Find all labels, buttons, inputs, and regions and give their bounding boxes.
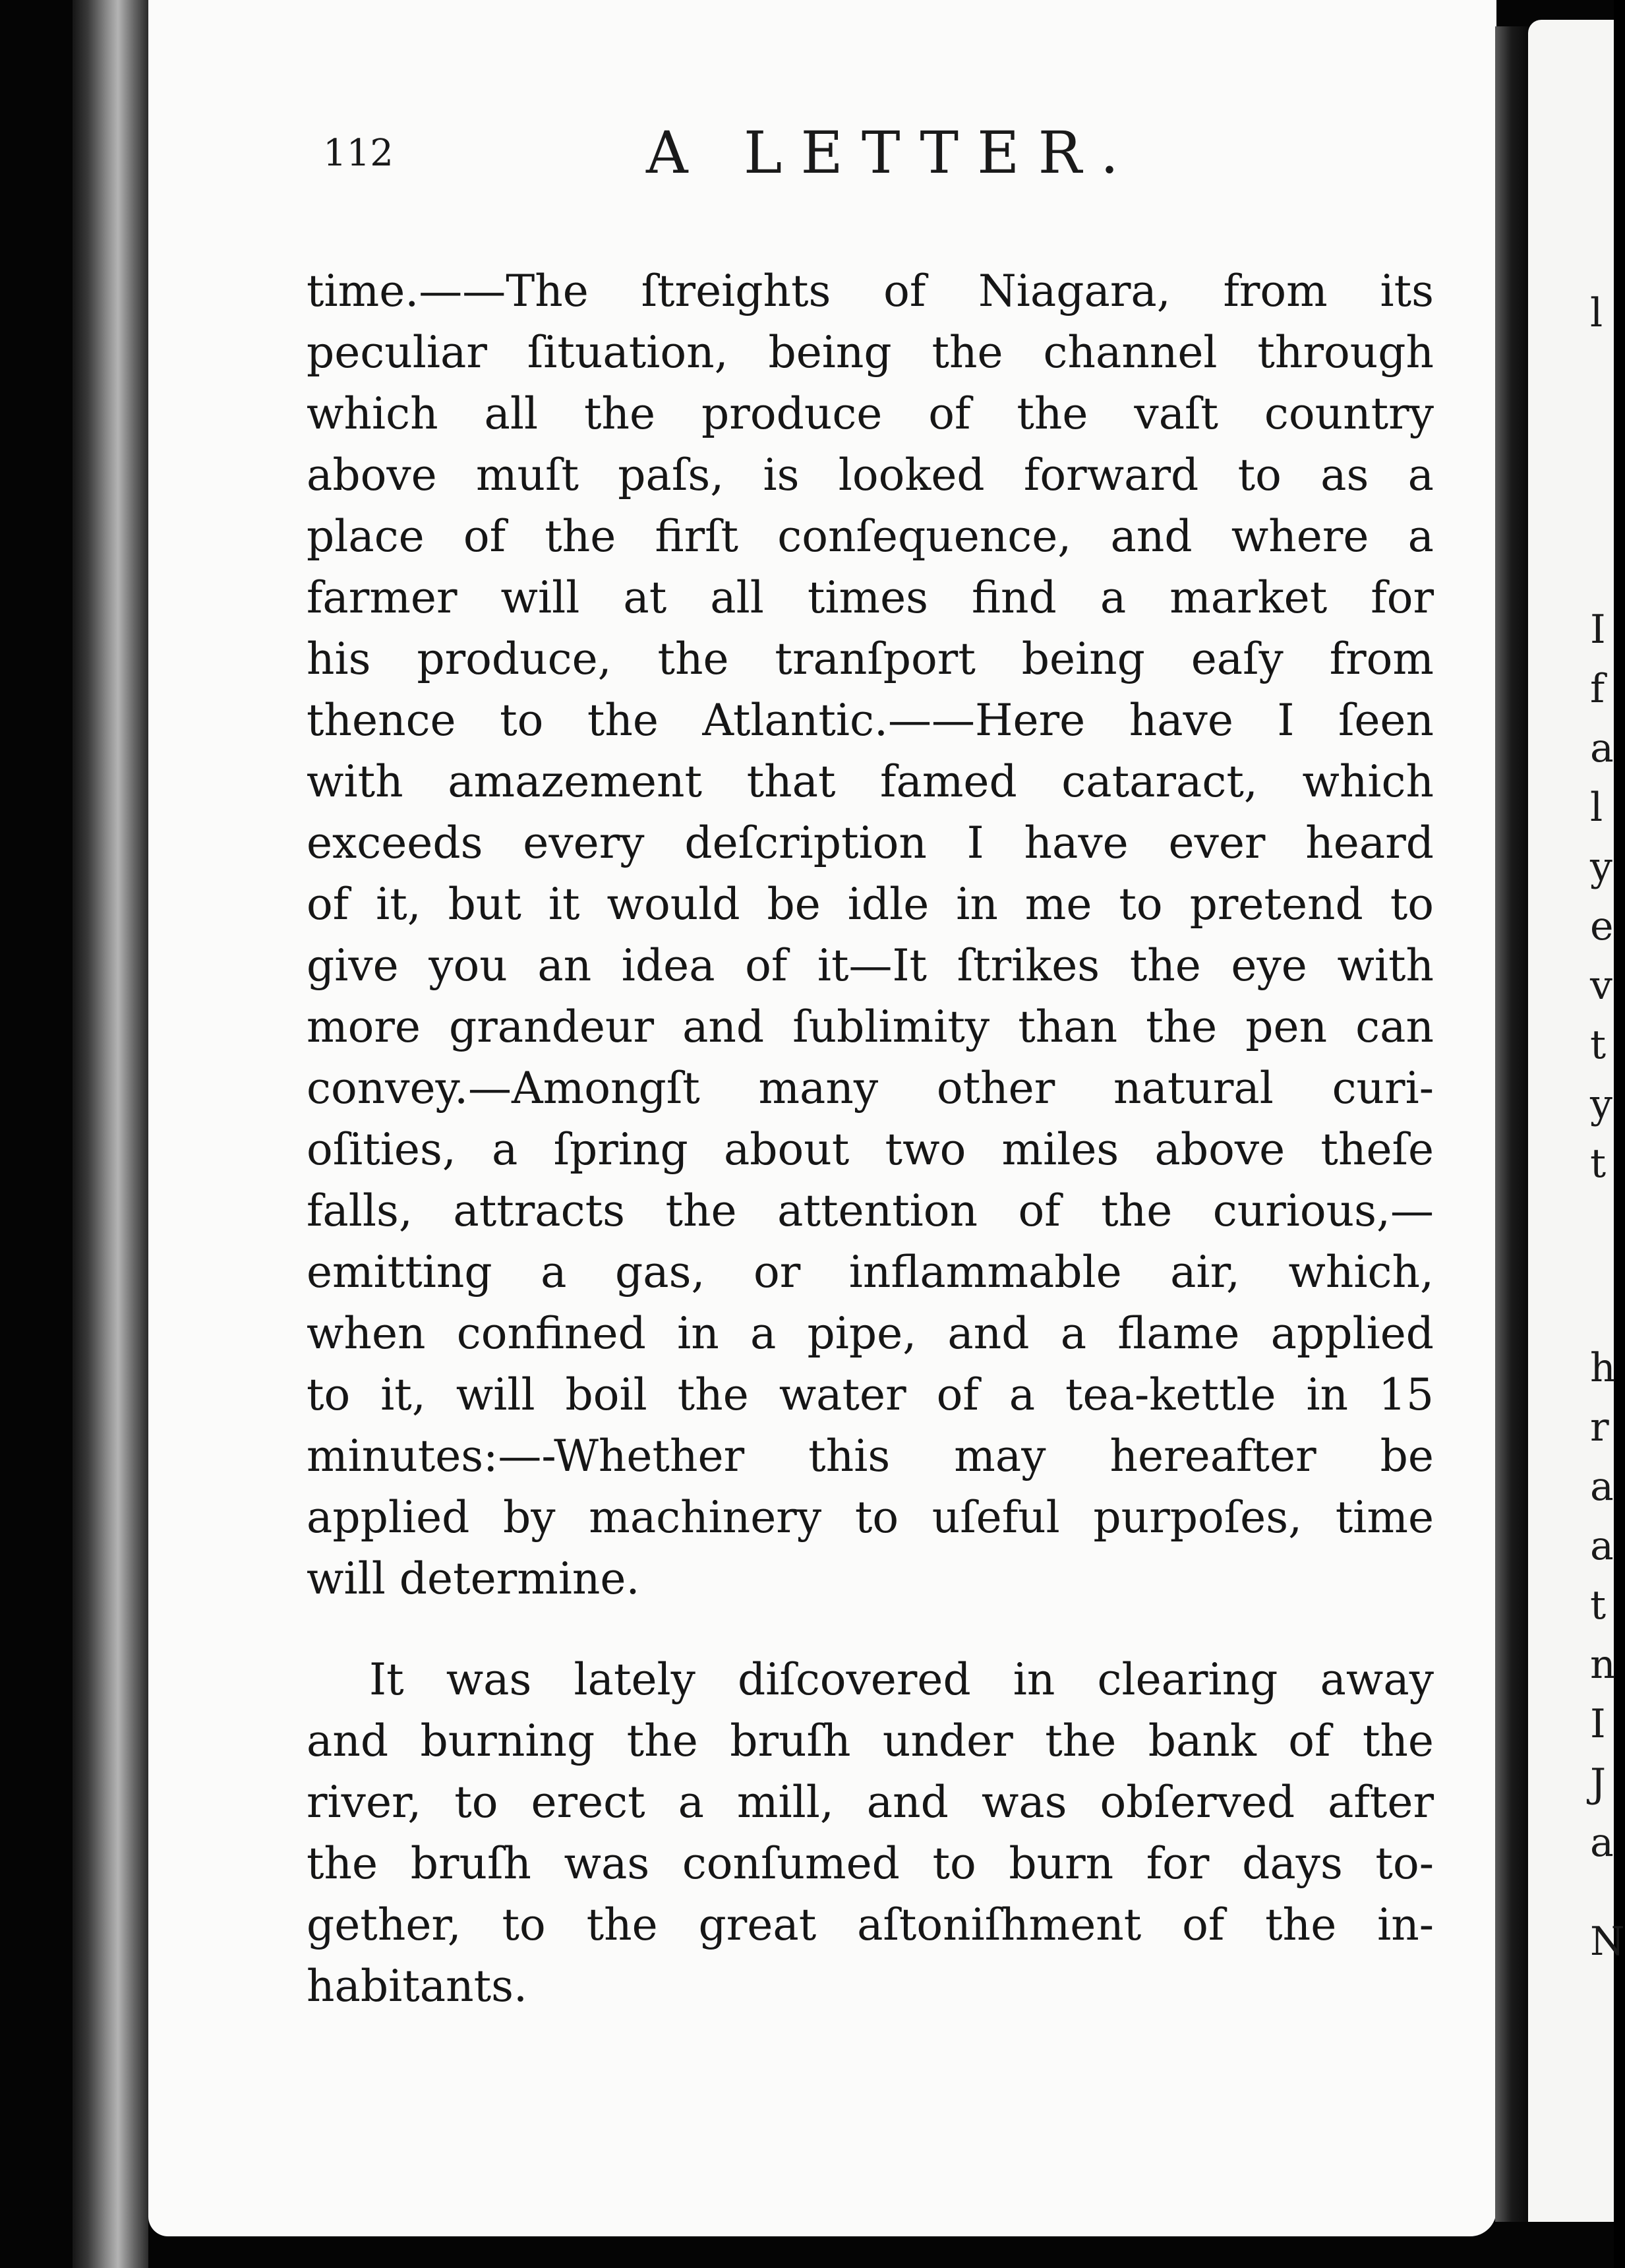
text-line: will determine. — [307, 1553, 640, 1604]
right-page-fragment: y — [1590, 844, 1612, 890]
right-page-fragment: v — [1590, 963, 1612, 1009]
right-page-fragment: l — [1590, 785, 1603, 831]
text-line: above muſt paſs, is looked forward to as a — [307, 450, 1434, 500]
text-line: and burning the bruſh under the bank of the — [307, 1716, 1434, 1766]
text-line: peculiar ſituation, being the channel through — [307, 327, 1434, 378]
right-page-fragment: I — [1590, 607, 1606, 653]
page-number: 112 — [323, 132, 394, 175]
right-page-fragment: e — [1590, 903, 1614, 949]
text-line: oſities, a ſpring about two miles above theſe — [307, 1124, 1434, 1175]
paragraph — [307, 1649, 1434, 2017]
text-line: give you an idea of it—It ſtrikes the eye with — [307, 940, 1434, 991]
right-page-fragment: t — [1590, 1022, 1607, 1068]
text-line: river, to erect a mill, and was obſerved after — [307, 1777, 1434, 1828]
right-page-fragment: a — [1590, 1820, 1614, 1866]
body-text — [307, 260, 1434, 2017]
text-line: when confined in a pipe, and a flame applied — [307, 1308, 1434, 1359]
text-line: his produce, the tranſport being eaſy from — [307, 634, 1434, 684]
right-page-fragment: t — [1590, 1141, 1607, 1187]
page-header — [323, 112, 1444, 191]
right-page-fragment: h — [1590, 1345, 1616, 1391]
text-line: of it, but it would be idle in me to pretend to — [307, 879, 1434, 930]
right-page-fragment: r — [1590, 1404, 1609, 1450]
right-page-fragment: n — [1590, 1642, 1616, 1688]
text-line: emitting a gas, or inflammable air, which, — [307, 1247, 1434, 1298]
text-line: which all the produce of the vaſt country — [307, 388, 1434, 439]
text-line: more grandeur and ſublimity than the pen can — [307, 1001, 1434, 1052]
text-line: minutes:—-Whether this may hereafter be — [307, 1431, 1434, 1481]
text-line: exceeds every deſcription I have ever heard — [307, 818, 1434, 868]
paragraph — [307, 260, 1434, 1609]
paragraph-break — [307, 1609, 1434, 1649]
text-line: place of the firſt conſequence, and where a — [307, 511, 1434, 562]
right-page-fragment: a — [1590, 1523, 1614, 1569]
right-page-fragment: a — [1590, 1464, 1614, 1510]
text-line: the bruſh was conſumed to burn for days to- — [307, 1838, 1434, 1889]
text-line: falls, attracts the attention of the curious,— — [307, 1185, 1434, 1236]
book-edge — [73, 0, 148, 2268]
right-page-fragment: J — [1590, 1760, 1607, 1806]
running-head: A LETTER. — [646, 119, 1138, 187]
text-line: gether, to the great aſtoniſhment of the in- — [307, 1899, 1434, 1950]
text-line: thence to the Atlantic.——Here have I ſeen — [307, 695, 1434, 746]
text-line: applied by machinery to uſeful purpoſes, time — [307, 1492, 1434, 1543]
right-page-fragment: t — [1590, 1582, 1607, 1628]
book-gutter — [1495, 26, 1528, 2222]
text-line: convey.—Amongſt many other natural curi- — [307, 1063, 1434, 1114]
text-line: It was lately diſcovered in clearing away — [369, 1654, 1434, 1705]
text-line: with amazement that famed cataract, which — [307, 756, 1434, 807]
right-page-fragment: l — [1590, 290, 1603, 336]
text-line: farmer will at all times find a market for — [307, 572, 1434, 623]
text-line: time.——The ſtreights of Niagara, from its — [307, 266, 1434, 316]
text-line: to it, will boil the water of a tea-kettle in 15 — [307, 1369, 1434, 1420]
right-page-fragment: N — [1590, 1919, 1625, 1965]
right-page-fragment: f — [1590, 666, 1605, 712]
right-page-fragment: I — [1590, 1701, 1606, 1747]
right-page-fragment: y — [1590, 1081, 1612, 1127]
text-line: habitants. — [307, 1961, 527, 2012]
right-page-fragment: a — [1590, 725, 1614, 771]
